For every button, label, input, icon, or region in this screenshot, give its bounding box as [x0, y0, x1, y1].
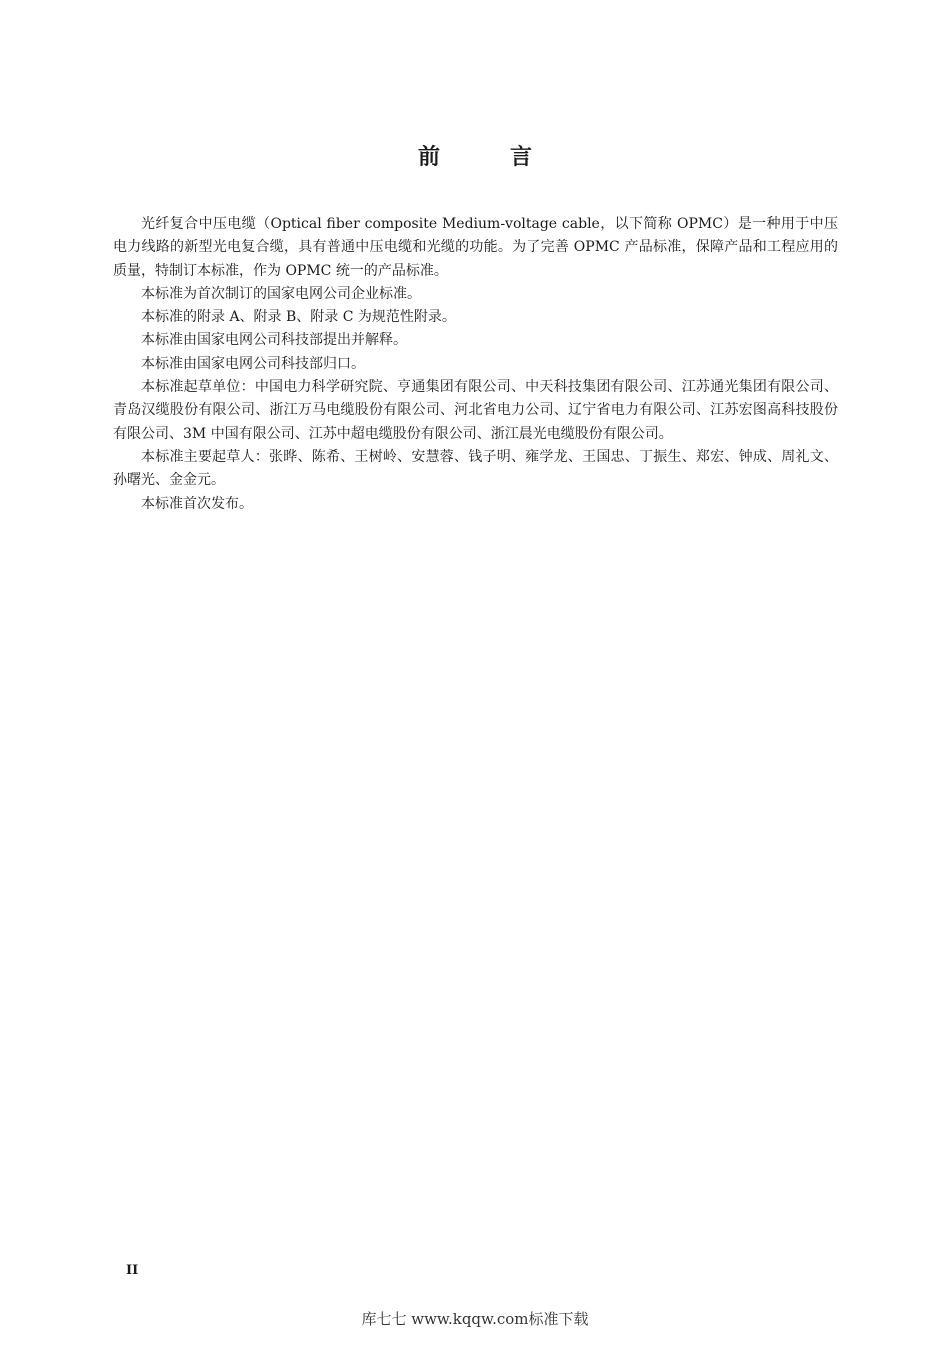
- foreword-body: [113, 213, 838, 516]
- paragraph-intro: 光纤复合中压电缆（Optical fiber composite Medium-voltage cable，以下简称 OPMC）是一种用于中压电力线路的新型光电复合缆，具有普通中压电缆和光缆的功能。为了完善 OPMC 产品标准，保障产品和工程应用的质量，特制订本标准，作为 OPMC 统一的产品标准。: [113, 216, 838, 279]
- paragraph-drafting-units: 本标准起草单位：中国电力科学研究院、亨通集团有限公司、中天科技集团有限公司、江苏通光集团有限公司、青岛汉缆股份有限公司、浙江万马电缆股份有限公司、河北省电力公司、辽宁省电力有限公司、江苏宏图高科技股份有限公司、3M 中国有限公司、江苏中超电缆股份有限公司、浙江晨光电缆股份有限公司。: [113, 379, 838, 442]
- paragraph-first-edition: 本标准为首次制订的国家电网公司企业标准。: [141, 285, 421, 302]
- footer-watermark: 库七七 www.kqqw.com标准下载: [361, 1310, 589, 1328]
- paragraph-drafters: 本标准主要起草人：张晔、陈希、王树岭、安慧蓉、钱子明、雍学龙、王国忠、丁振生、郑宏、钟成、周礼文、孙曙光、金金元。: [113, 448, 838, 489]
- paragraph-first-release: 本标准首次发布。: [141, 495, 253, 512]
- paragraph-centralized-by: 本标准由国家电网公司科技部归口。: [141, 355, 365, 372]
- page-title: 前言: [417, 145, 602, 170]
- paragraph-proposed-by: 本标准由国家电网公司科技部提出并解释。: [141, 332, 407, 349]
- page-number: II: [126, 1263, 139, 1278]
- paragraph-appendices: 本标准的附录 A、附录 B、附录 C 为规范性附录。: [141, 309, 456, 326]
